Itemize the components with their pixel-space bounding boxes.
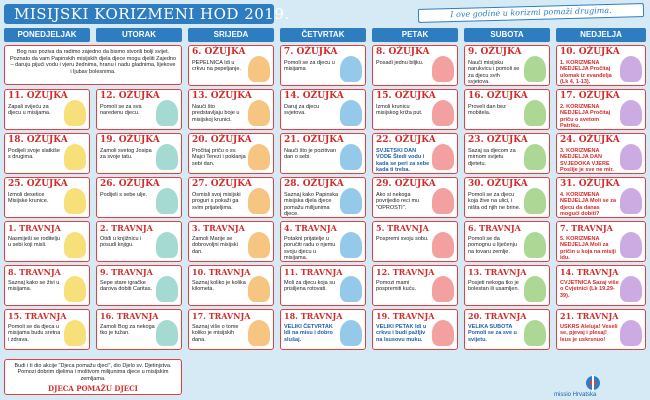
day-date: 1. TRAVNJA <box>8 223 61 233</box>
day-illustration-icon <box>156 144 178 170</box>
day-task: 3. KORIZMENA NEDJELJA DAN SVJEDOKA VJERE Poslije je sve ne mir. <box>560 148 614 174</box>
day-illustration-icon <box>524 276 546 302</box>
day-illustration-icon <box>432 232 454 258</box>
day-date: 12. OŽUJKA <box>100 91 160 101</box>
day-task: Zamoli Bog za nekoga tko je tužan. <box>100 324 155 337</box>
day-date: 22. OŽUJKA <box>376 135 436 145</box>
footer-box <box>4 359 182 395</box>
calendar-day-cell <box>4 133 90 174</box>
day-illustration-icon <box>432 188 454 214</box>
day-illustration-icon <box>156 232 178 258</box>
day-date: 31. OŽUJKA <box>560 179 620 189</box>
day-date: 17. OŽUJKA <box>560 91 620 101</box>
calendar-day-cell <box>280 265 366 306</box>
day-date: 6. OŽUJKA <box>192 47 246 57</box>
weekday-friday: PETAK <box>372 28 458 42</box>
day-task: Moli za djecu koja su prisiljena rotovati. <box>284 280 336 293</box>
day-task: Nauči što predstavljaju boje u misijskoj krunici. <box>192 104 240 123</box>
calendar-day-cell <box>372 309 458 350</box>
day-date: 10. OŽUJKA <box>560 47 620 57</box>
day-illustration-icon <box>432 320 454 346</box>
missio-logo-icon <box>582 374 604 392</box>
calendar-day-cell <box>4 89 90 130</box>
day-task: Proveli dan bez mobitela. <box>468 104 506 117</box>
day-illustration-icon <box>340 56 362 82</box>
day-date: 10. TRAVNJA <box>192 267 251 277</box>
day-task: 2. KORIZMENA NEDJELJA Pročitaj priču o svetom Patriku. <box>560 104 611 130</box>
day-date: 8. TRAVNJA <box>8 267 61 277</box>
calendar-day-cell <box>96 265 182 306</box>
calendar-day-cell <box>372 133 458 174</box>
calendar-day-cell <box>556 309 646 350</box>
day-task: Saznaj kako Papinska misijska djela djece pomažu milijunima djece. <box>284 192 339 218</box>
day-task: SVJETSKI DAN VODE Štedi vodu i kada se peri za sebe kada ti treba. <box>376 148 430 174</box>
weekday-monday: PONEDJELJAK <box>4 28 90 42</box>
calendar-day-cell <box>280 89 366 130</box>
day-illustration-icon <box>156 276 178 302</box>
day-date: 6. TRAVNJA <box>468 223 521 233</box>
day-illustration-icon <box>620 100 642 126</box>
day-illustration-icon <box>248 100 270 126</box>
day-task: Izmoli krunicu misijskog križa put. <box>376 104 423 117</box>
day-date: 28. OŽUJKA <box>284 179 344 189</box>
day-date: 14. TRAVNJA <box>560 267 619 277</box>
day-task: Ako si nekoga povrijedio reci mu "OPROSTI". <box>376 192 420 211</box>
day-date: 27. OŽUJKA <box>192 179 252 189</box>
day-task: VELIKI ČETVRTAK Idi na misu i dobro slušaj. <box>284 324 333 343</box>
day-task: Pospremi svoju sobu. <box>376 236 429 242</box>
day-illustration-icon <box>340 144 362 170</box>
missio-logo-label: missio Hrvatska <box>554 392 597 398</box>
day-illustration-icon <box>248 232 270 258</box>
day-illustration-icon <box>524 320 546 346</box>
day-date: 7. TRAVNJA <box>560 223 613 233</box>
day-illustration-icon <box>64 232 86 258</box>
day-illustration-icon <box>524 188 546 214</box>
day-task: Pomoli se da djeca u misijama budu sretna i zdrava. <box>8 324 61 343</box>
day-task: 5. KORIZMENA NEDJELJA Moli za pričin u koja na misiji idu. <box>560 236 616 262</box>
calendar-day-cell <box>4 265 90 306</box>
day-illustration-icon <box>432 100 454 126</box>
day-illustration-icon <box>156 320 178 346</box>
day-illustration-icon <box>620 144 642 170</box>
day-illustration-icon <box>340 320 362 346</box>
day-illustration-icon <box>64 100 86 126</box>
day-task: Posjeti nekoga tko je bolestan ili usamljen. <box>468 280 520 293</box>
day-task: Nauči što je pozitivan dan o sebi. <box>284 148 336 161</box>
day-date: 11. TRAVNJA <box>284 267 343 277</box>
day-illustration-icon <box>156 100 178 126</box>
day-date: 26. OŽUJKA <box>100 179 160 189</box>
day-task: CVJETNICA Sazaj više o Cvjetnici (Lk 19,29-39). <box>560 280 619 299</box>
calendar-day-cell <box>280 133 366 174</box>
footer-signature: DJECA POMAŽU DJECI <box>48 383 138 393</box>
day-task: Daruj za djecu svjetova. <box>284 104 320 117</box>
day-illustration-icon <box>340 188 362 214</box>
day-task: Pomoli se za djecu koja žive na ulici, i ništa od njih ne brine. <box>468 192 521 211</box>
day-illustration-icon <box>248 276 270 302</box>
day-illustration-icon <box>620 56 642 82</box>
calendar-day-cell <box>372 89 458 130</box>
calendar-day-cell <box>372 177 458 218</box>
day-task: Nasmiješi se roditelju u sebi koji misli. <box>8 236 60 249</box>
day-task: Pomoli se za djecu u misijama <box>284 60 335 73</box>
day-date: 14. OŽUJKA <box>284 91 344 101</box>
day-illustration-icon <box>432 276 454 302</box>
day-date: 11. OŽUJKA <box>8 91 68 101</box>
day-date: 19. OŽUJKA <box>100 135 160 145</box>
day-task: Podijeli s sebe ulje. <box>100 192 148 198</box>
day-illustration-icon <box>524 100 546 126</box>
calendar-day-cell <box>556 177 646 218</box>
day-task: Zamoli svetog Josipa za svoje tatu. <box>100 148 152 161</box>
page-title: MISIJSKI KORIZMENI HOD 2019. <box>14 5 290 23</box>
calendar-day-cell <box>464 309 550 350</box>
day-date: 16. OŽUJKA <box>468 91 528 101</box>
day-illustration-icon <box>620 276 642 302</box>
calendar-day-cell <box>280 221 366 262</box>
day-illustration-icon <box>340 100 362 126</box>
day-date: 20. TRAVNJA <box>468 311 527 321</box>
day-date: 24. OŽUJKA <box>560 135 620 145</box>
calendar-day-cell <box>96 89 182 130</box>
day-task: USKRS Aleluja! Veseli se, pjevaj i plesaj! Isus je uskrsnuo! <box>560 324 618 343</box>
calendar-day-cell <box>372 45 458 86</box>
motto-banner: I ove godine u korizmi pomaži drugima. <box>418 3 644 23</box>
calendar-day-cell <box>556 89 646 130</box>
day-date: 21. OŽUJKA <box>284 135 344 145</box>
weekday-tuesday: UTORAK <box>96 28 182 42</box>
day-task: Podijeli svoje slatkiše s drugima. <box>8 148 60 161</box>
day-illustration-icon <box>248 188 270 214</box>
day-date: 30. OŽUJKA <box>468 179 528 189</box>
day-date: 23. OŽUJKA <box>468 135 528 145</box>
weekday-header-row <box>4 28 646 42</box>
calendar-day-cell <box>188 265 274 306</box>
day-illustration-icon <box>64 320 86 346</box>
day-date: 19. TRAVNJA <box>376 311 435 321</box>
day-illustration-icon <box>524 232 546 258</box>
weekday-wednesday: SRIJEDA <box>188 28 274 42</box>
day-task: Posadi jednu biljku. <box>376 60 424 66</box>
day-date: 15. TRAVNJA <box>8 311 67 321</box>
calendar-day-cell <box>372 221 458 262</box>
day-task: Pomoli se da pomognu u liječenju na tovaru zemlje. <box>468 236 517 255</box>
day-task: 4. KORIZMENA NEDJELJA Moli se za djecu da danas mogući dobiti? <box>560 192 617 218</box>
day-task: Pomoli se za sva naredenu djecu. <box>100 104 142 117</box>
day-task: Pomozi mami pospremiti kuću. <box>376 280 417 293</box>
day-date: 17. TRAVNJA <box>192 311 251 321</box>
day-illustration-icon <box>340 232 362 258</box>
day-illustration-icon <box>620 188 642 214</box>
day-illustration-icon <box>156 188 178 214</box>
weekday-thursday: ČETVRTAK <box>280 28 366 42</box>
footer-text: Budi i ti dio akcije "Djeca pomažu djeci", dio Djelo sv. Djetinjstva. Pomozi dobrim djelima i molitvom milijunima djece u misijskim zemljama. <box>14 363 172 382</box>
weekday-sunday: NEDJELJA <box>556 28 646 42</box>
day-task: Pročitaj priču o sv. Majci Terezi i poklanja sebi dan. <box>192 148 246 167</box>
day-illustration-icon <box>248 320 270 346</box>
calendar-day-cell <box>4 177 90 218</box>
day-illustration-icon <box>340 276 362 302</box>
day-task: Sazaj sa djecom za mirnom svijetu djetetu. <box>468 148 516 167</box>
calendar-day-cell <box>464 221 550 262</box>
day-date: 5. TRAVNJA <box>376 223 429 233</box>
day-task: Sepe stare igračke darova dobiti Caritas. <box>100 280 152 293</box>
calendar-day-cell <box>188 309 274 350</box>
intro-text-box: Bog nas poziva da radimo zajedno da bismo stvorili bolji svijet. Poznato da vam Papinskih misijskih djela djece mogu djeliti Zajedno – daruju pijući vodu i vjeru žednima, hranu i nadu gladnima, lijekove i ljubav bolesnima. <box>4 45 182 85</box>
day-date: 12. TRAVNJA <box>376 267 435 277</box>
day-task: Potakni prijatelje u poručiti radu o njemu svoju djecu u misijama. <box>284 236 336 262</box>
day-date: 25. OŽUJKA <box>8 179 68 189</box>
day-illustration-icon <box>248 56 270 82</box>
day-date: 16. TRAVNJA <box>100 311 159 321</box>
day-illustration-icon <box>620 232 642 258</box>
day-task: Zapali svijeću za djecu u misijama. <box>8 104 51 117</box>
day-date: 15. OŽUJKA <box>376 91 436 101</box>
day-illustration-icon <box>64 188 86 214</box>
calendar-day-cell <box>280 309 366 350</box>
calendar-day-cell <box>188 45 274 86</box>
day-task: Izmoli desetice Misijske krunice. <box>8 192 49 205</box>
calendar-day-cell <box>464 177 550 218</box>
calendar-day-cell <box>464 89 550 130</box>
calendar-day-cell <box>96 221 182 262</box>
day-date: 18. OŽUJKA <box>8 135 68 145</box>
calendar-day-cell <box>188 133 274 174</box>
calendar-day-cell <box>96 177 182 218</box>
calendar-day-cell <box>188 89 274 130</box>
calendar-day-cell <box>464 45 550 86</box>
calendar-day-cell <box>4 221 90 262</box>
day-date: 18. TRAVNJA <box>284 311 343 321</box>
day-illustration-icon <box>248 144 270 170</box>
day-illustration-icon <box>524 144 546 170</box>
day-task: VELIKA SUBOTA Pomoli se za sve u svijetu. <box>468 324 517 343</box>
day-date: 3. TRAVNJA <box>192 223 245 233</box>
day-task: Saznaj kako se živi u misijama. <box>8 280 60 293</box>
day-task: VELIKI PETAK Idi u crkvu i budi pažljiv na Isusovu muku. <box>376 324 427 343</box>
day-task: 1. KORIZMENA NEDJELJA Pročitaj ulomak iz evanđelja (Lk 4, 1-13). <box>560 60 612 86</box>
weekday-saturday: SUBOTA <box>464 28 550 42</box>
day-illustration-icon <box>524 56 546 82</box>
calendar-grid <box>4 45 646 395</box>
day-illustration-icon <box>432 56 454 82</box>
day-date: 13. TRAVNJA <box>468 267 527 277</box>
calendar-day-cell <box>4 309 90 350</box>
calendar-day-cell <box>280 177 366 218</box>
day-task: Saznaj koliko je kolika kilometa. <box>192 280 246 293</box>
calendar-day-cell <box>464 265 550 306</box>
day-date: 20. OŽUJKA <box>192 135 252 145</box>
title-banner <box>4 4 290 24</box>
day-date: 9. TRAVNJA <box>100 267 153 277</box>
calendar-day-cell <box>556 133 646 174</box>
calendar-day-cell <box>188 221 274 262</box>
day-task: PEPELNICA Idi u crkvu na pepeljanje. <box>192 60 241 73</box>
calendar-day-cell <box>96 309 182 350</box>
day-illustration-icon <box>64 144 86 170</box>
calendar-day-cell <box>188 177 274 218</box>
day-task: Zamoli Marije se dobrovoljni misijski dan. <box>192 236 238 255</box>
day-date: 2. TRAVNJA <box>100 223 153 233</box>
calendar-day-cell <box>372 265 458 306</box>
calendar-day-cell <box>556 221 646 262</box>
day-task: Otiđi u knjižnicu i posudi knjigu. <box>100 236 142 249</box>
day-date: 7. OŽUJKA <box>284 47 338 57</box>
day-date: 21. TRAVNJA <box>560 311 619 321</box>
day-date: 4. TRAVNJA <box>284 223 337 233</box>
calendar-day-cell <box>280 45 366 86</box>
day-date: 9. OŽUJKA <box>468 47 522 57</box>
calendar-day-cell <box>556 45 646 86</box>
day-task: Nauči misijsku narukvicu i pomoli se za djecu svih svjetova. <box>468 60 520 86</box>
calendar-day-cell <box>556 265 646 306</box>
day-date: 13. OŽUJKA <box>192 91 252 101</box>
calendar-day-cell <box>464 133 550 174</box>
day-illustration-icon <box>432 144 454 170</box>
day-illustration-icon <box>64 276 86 302</box>
calendar-day-cell <box>96 133 182 174</box>
day-date: 8. OŽUJKA <box>376 47 430 57</box>
day-illustration-icon <box>620 320 642 346</box>
day-task: Osmisli svoj misijski proguri s pokaži ga svim prijateljima. <box>192 192 241 211</box>
day-task: Saznaj više o tome koliko je misijskih dana. <box>192 324 239 343</box>
day-date: 29. OŽUJKA <box>376 179 436 189</box>
